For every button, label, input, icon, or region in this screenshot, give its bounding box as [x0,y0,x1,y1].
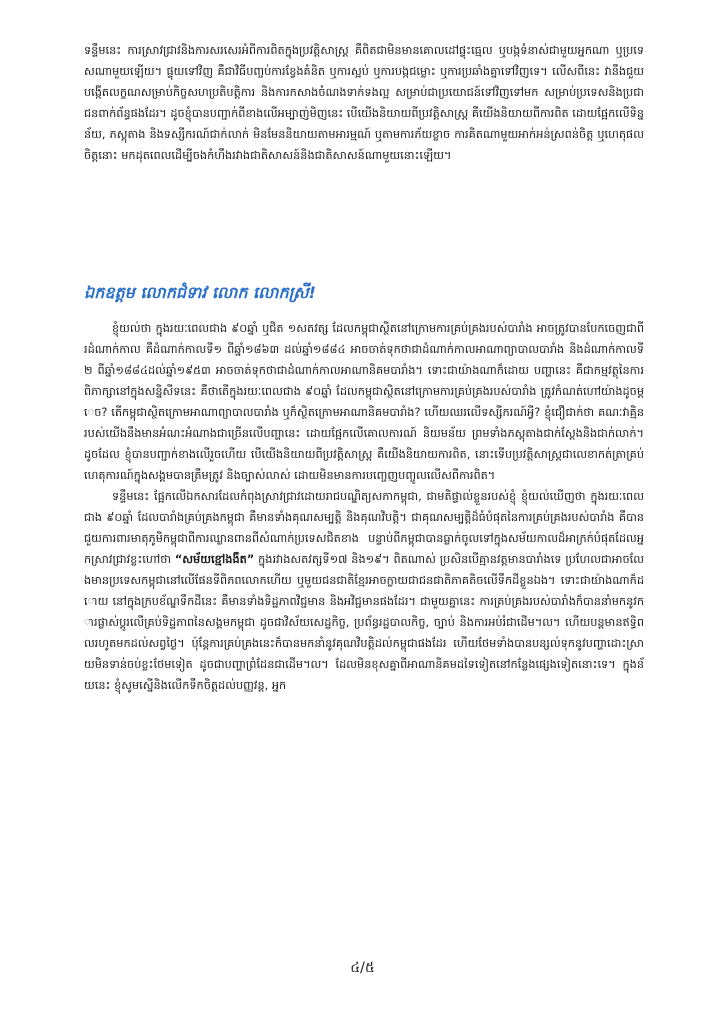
intro-section [84,40,644,166]
dark-age-term: “សម័យខ្មៅងងឹត” [174,553,255,566]
main-section [84,318,644,696]
colonial-period-text: ខ្ញុំយល់ថា ក្នុងរយៈពេលជាង ៩០ឆ្នាំ ឬជិត ១សតវត្ស ដែលកម្ពុជាស្ថិតនៅក្រោមការគ្រប់គ្រងរបស់បារាំង អាចត្រូវបានបែកចេញជាពីរដំណាក់កាល គឺដំណាក់កាលទី១ ពីឆ្នាំ១៨៦៣ ដល់ឆ្នាំ១៨៨៤ អាចចាត់ទុកថាជាដំណាក់កាលអាណាព្យាបាលបារាំង និងដំណាក់កាលទី២ ពីឆ្នាំ១៨៨៤ដល់ឆ្នាំ១៩៥៣ អាចចាត់ទុកថាជាដំណាក់កាលអាណានិគមបារាំង។ ទោះជាយ៉ាងណាក៏ដោយ បញ្ហានេះ គឺជាកម្មវត្ថុនៃការពិភាក្សានៅក្នុងសន្និសីទនេះ គឺថាតើក្នុងរយៈពេលជាង ៩០ឆ្នាំ ដែលកម្ពុជាស្ថិតនៅក្រោមការគ្រប់គ្រងរបស់បារាំង ត្រូវកំណត់ហៅយ៉ាងដូចម្តេច? តើកម្ពុជាស្ថិតក្រោមអាណាព្យាបាលបារាំង ឬក៏ស្ថិតក្រោមអាណានិគមបារាំង? ហើយឈរលើទស្សីករណ៍អ្វី? ខ្ញុំជឿជាក់ថា គណៈវាគ្មិនរបស់យើងនឹងមានអំណះអំណាងជាច្រើនលើបញ្ហានេះ ដោយផ្អែកលើគោលការណ៍ និយមន័យ ព្រមទាំងភស្តុតាងជាក់ស្តែងនិងជាក់លាក់។ ដូចដែល ខ្ញុំបានបញ្ជាក់ខាងលើរួចហើយ បើយើងនិយាយពីប្រវត្តិសាស្ត្រ គឺយើងនិយាយការពិត, នោះទើបប្រវត្តិសាស្ត្រជាលេខាកត់ត្រាគ្រប់ហេតុការណ៍ក្នុងសង្គមបានត្រឹមត្រូវ និងច្បាស់លាស់ ដោយមិនមានការបញ្ចេញបញ្ចូលលើសពីការពិត។ [84,322,644,482]
merits-text-start: ទន្ទឹមនេះ ផ្អែកលើឯកសារដែលកំពុងស្រាវជ្រាវដោយរាជបណ្ឌិត្យសភាកម្ពុជា, ជាមតិផ្ទាល់ខ្លួនរបស់ខ្ញុំ ខ្ញុំយល់ឃើញថា ក្នុងរយៈពេលជាង ៩០ឆ្នាំ ដែលបារាំងគ្រប់គ្រងកម្ពុជា គឺមានទាំងគុណសម្បត្តិ និងគុណវិបត្តិ។ ជាគុណសម្បត្តិដ៏ធំបំផុតនៃការគ្រប់គ្រងរបស់បារាំង គឺបានជួយការពារមាតុភូមិកម្ពុជាពីការឈ្លានពានពីសំណាក់ប្រទេសជិតខាង បន្ទាប់ពីកម្ពុជាបានធ្លាក់ចូលទៅក្នុងសម័យកាលដ៏អាក្រក់បំផុតដែលអ្នកស្រាវជ្រាវខ្លះហៅថា [84,490,644,566]
salutation-heading: ឯកឧត្តម លោកជំទាវ លោក លោកស្រី! [84,283,316,302]
merits-paragraph [84,486,644,696]
page-number: ៤/៥ [350,960,375,976]
intro-paragraph: ទន្ទឹមនេះ ការស្រាវជ្រាវនិងការសរសេរអំពីការពិតក្នុងប្រវត្តិសាស្ត្រ គឺពិតជាមិនមានគោលដៅផ្ទុះធ្មេល ឬបង្កទំនាស់ជាមួយអ្នកណា ឬប្រទេសណាមួយឡើយ។ ផ្ទុយទៅវិញ គឺជាវិធីបញ្ចប់ការខ្វែងគំនិត ឬការស្អប់ ឬការបង្កជម្លោះ ឬការប្រឆាំងគ្នាទៅវិញទេ។ លើសពីនេះ វានឹងជួយបង្កើតលក្ខណសម្រាប់កិច្ចសហប្រតិបត្តិការ និងការកសាងចំណងទាក់ទងល្អ សម្រាប់ជាប្រយោជន៍ទៅវិញទៅមក សម្រាប់ប្រទេសនិងប្រជាជនពាក់ព័ន្ធផងដែរ។ ដូចខ្ញុំបានបញ្ជាក់ពីខាងលើអម្បាញ់មិញនេះ បើយើងនិយាយពីប្រវត្តិសាស្ត្រ គឺយើងនិយាយពីការពិត ដោយផ្អែកលើទិន្នន័យ, ភស្តុតាង និងទស្សីករណ៍ជាក់លាក់ មិនមែននិយាយតាមអារម្មណ៍ ឬតាមការភ័យខ្លាច ការគិតណាមួយអាក់អន់ស្រពន់ចិត្ត ឬហេតុផលចិត្តនោះ មកដុតពេលដើម្បីចងកំហឹងរវាងជាតិសាសន៍និងជាតិសាសន៍ណាមួយនោះឡើយ។ [84,44,644,162]
merits-text-end: ក្នុងរវាងសតវត្សទី១៧ និង១៩។ ពិតណាស់ ប្រសិនបើគ្មានវត្តមានបារាំងទេ ប្រហែលជាអាចលែងមានប្រទេសកម្ពុជានៅលើផែនទីពិភពលោកហើយ ឬមួយជនជាតិខ្មែរអាចក្លាយជាជនជាតិភាគតិចលើទឹកដីខ្លួនឯង។ ទោះជាយ៉ាងណាក៏ដោយ នៅក្នុងក្របខ័ណ្ឌទឹកដីនេះ គឺមានទាំងទិដ្ឋភាពវិជ្ជមាន និងអវិជ្ជមានផងដែរ។ ជាមួយគ្នានេះ ការគ្រប់គ្រងរបស់បារាំងក៏បាននាំមកនូវការផ្លាស់ប្តូរលើគ្រប់ទិដ្ឋភាពនៃសង្គមកម្ពុជា ដូចជាវិស័យសេដ្ឋកិច្ច, ប្រព័ន្ធរដ្ឋបាលកិច្ច, ច្បាប់ និងការអប់រំជាដើម។ល។ ហើយបន្តមានឥទ្ធិពលរហូតមកដល់សព្វថ្ងៃ។ ប៉ុន្តែការគ្រប់គ្រងនេះក៏បានមកនាំនូវគុណវិបត្តិដល់កម្ពុជាផងដែរ ហើយថែមទាំងបានបន្សល់ទុកនូវបញ្ហាដោះស្រាយមិនទាន់ចប់ខ្លះថែមទៀត ដូចជាបញ្ហាព្រំដែនជាដើម។ល។ ដែលមិនខុសគ្នាពីអាណានិគមដទៃទៀតនៅកន្លែងផ្សេងទៀតនោះទេ។ ក្នុងន័យនេះ ខ្ញុំសូមស្នើនិងលើកទឹកចិត្តដល់បញ្ញវន្ត, អ្នក [84,553,644,692]
colonial-period-paragraph [84,318,644,486]
